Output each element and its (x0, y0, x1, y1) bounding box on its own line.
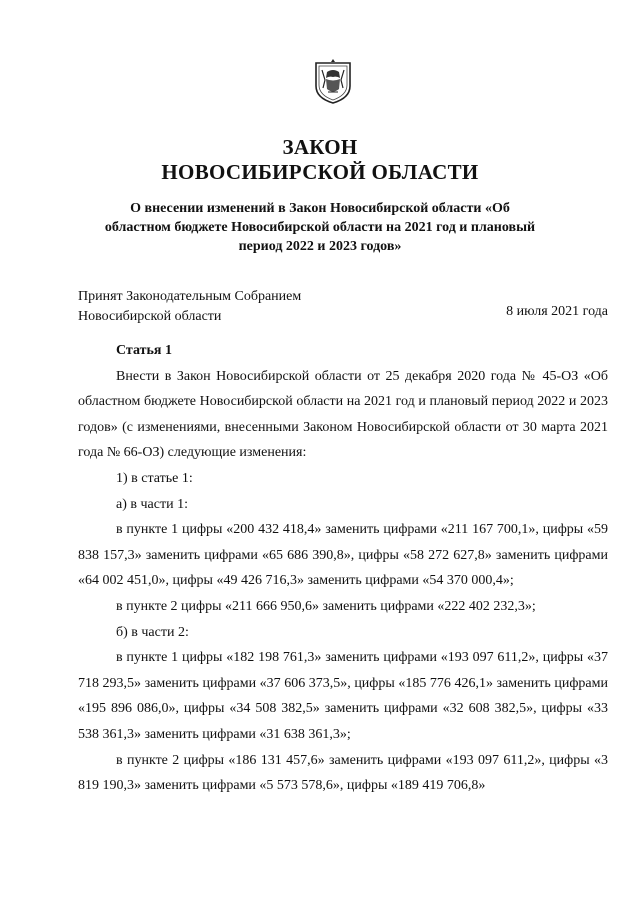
article-paragraph: а) в части 1: (116, 496, 188, 512)
article-paragraph: б) в части 2: (116, 624, 189, 640)
adopted-line-1: Принят Законодательным Собранием (78, 289, 302, 304)
region-title: НОВОСИБИРСКОЙ ОБЛАСТИ (161, 160, 479, 184)
adopted-line-2: Новосибирской области (78, 309, 222, 324)
adoption-date: 8 июля 2021 года (506, 304, 608, 319)
article-paragraph: в пункте 1 цифры «200 432 418,4» заменить цифрами «211 167 700,1», цифры «59 838 157,3» заменить цифрами «65 686 390,8», цифры «58 272 627,8» заменить цифрами «64 002 451,0», цифры «49 426 716,3» заменить цифрами «54 370 000,4»; (78, 522, 608, 589)
coat-of-arms-icon (313, 58, 353, 104)
article-heading: Статья 1 (116, 343, 172, 358)
law-title: ЗАКОН (282, 135, 358, 159)
article-paragraph: в пункте 1 цифры «182 198 761,3» заменить цифрами «193 097 611,2», цифры «37 718 293,5» заменить цифрами «37 606 373,5», цифры «185 776 426,1» заменить цифрами «195 896 086,0», цифры «34 508 382,5» заменить цифрами «32 608 382,5», цифры «33 538 361,3» заменить цифрами «31 638 361,3»; (78, 650, 608, 742)
adopted-by (78, 287, 301, 327)
article-paragraph: в пункте 2 цифры «186 131 457,6» заменить цифрами «193 097 611,2», цифры «3 819 190,3» заменить цифрами «5 573 578,6», цифры «189 419 706,8» (78, 752, 608, 794)
article-body (78, 338, 608, 799)
article-paragraph: в пункте 2 цифры «211 666 950,6» заменить цифрами «222 402 232,3»; (116, 598, 536, 614)
law-subtitle: О внесении изменений в Закон Новосибирской области «Об областном бюджете Новосибирской области на 2021 год и плановый период 2022 и 2023 годов» (104, 201, 536, 254)
article-paragraph: Внести в Закон Новосибирской области от 25 декабря 2020 года № 45-ОЗ «Об областном бюджете Новосибирской области на 2021 год и плановый период 2022 и 2023 годов» (с изменениями, внесенными Законом Новосибирской области от 30 марта 2021 года № 66-ОЗ) следующие изменения: (78, 368, 608, 461)
article-paragraph: 1) в статье 1: (116, 470, 193, 486)
